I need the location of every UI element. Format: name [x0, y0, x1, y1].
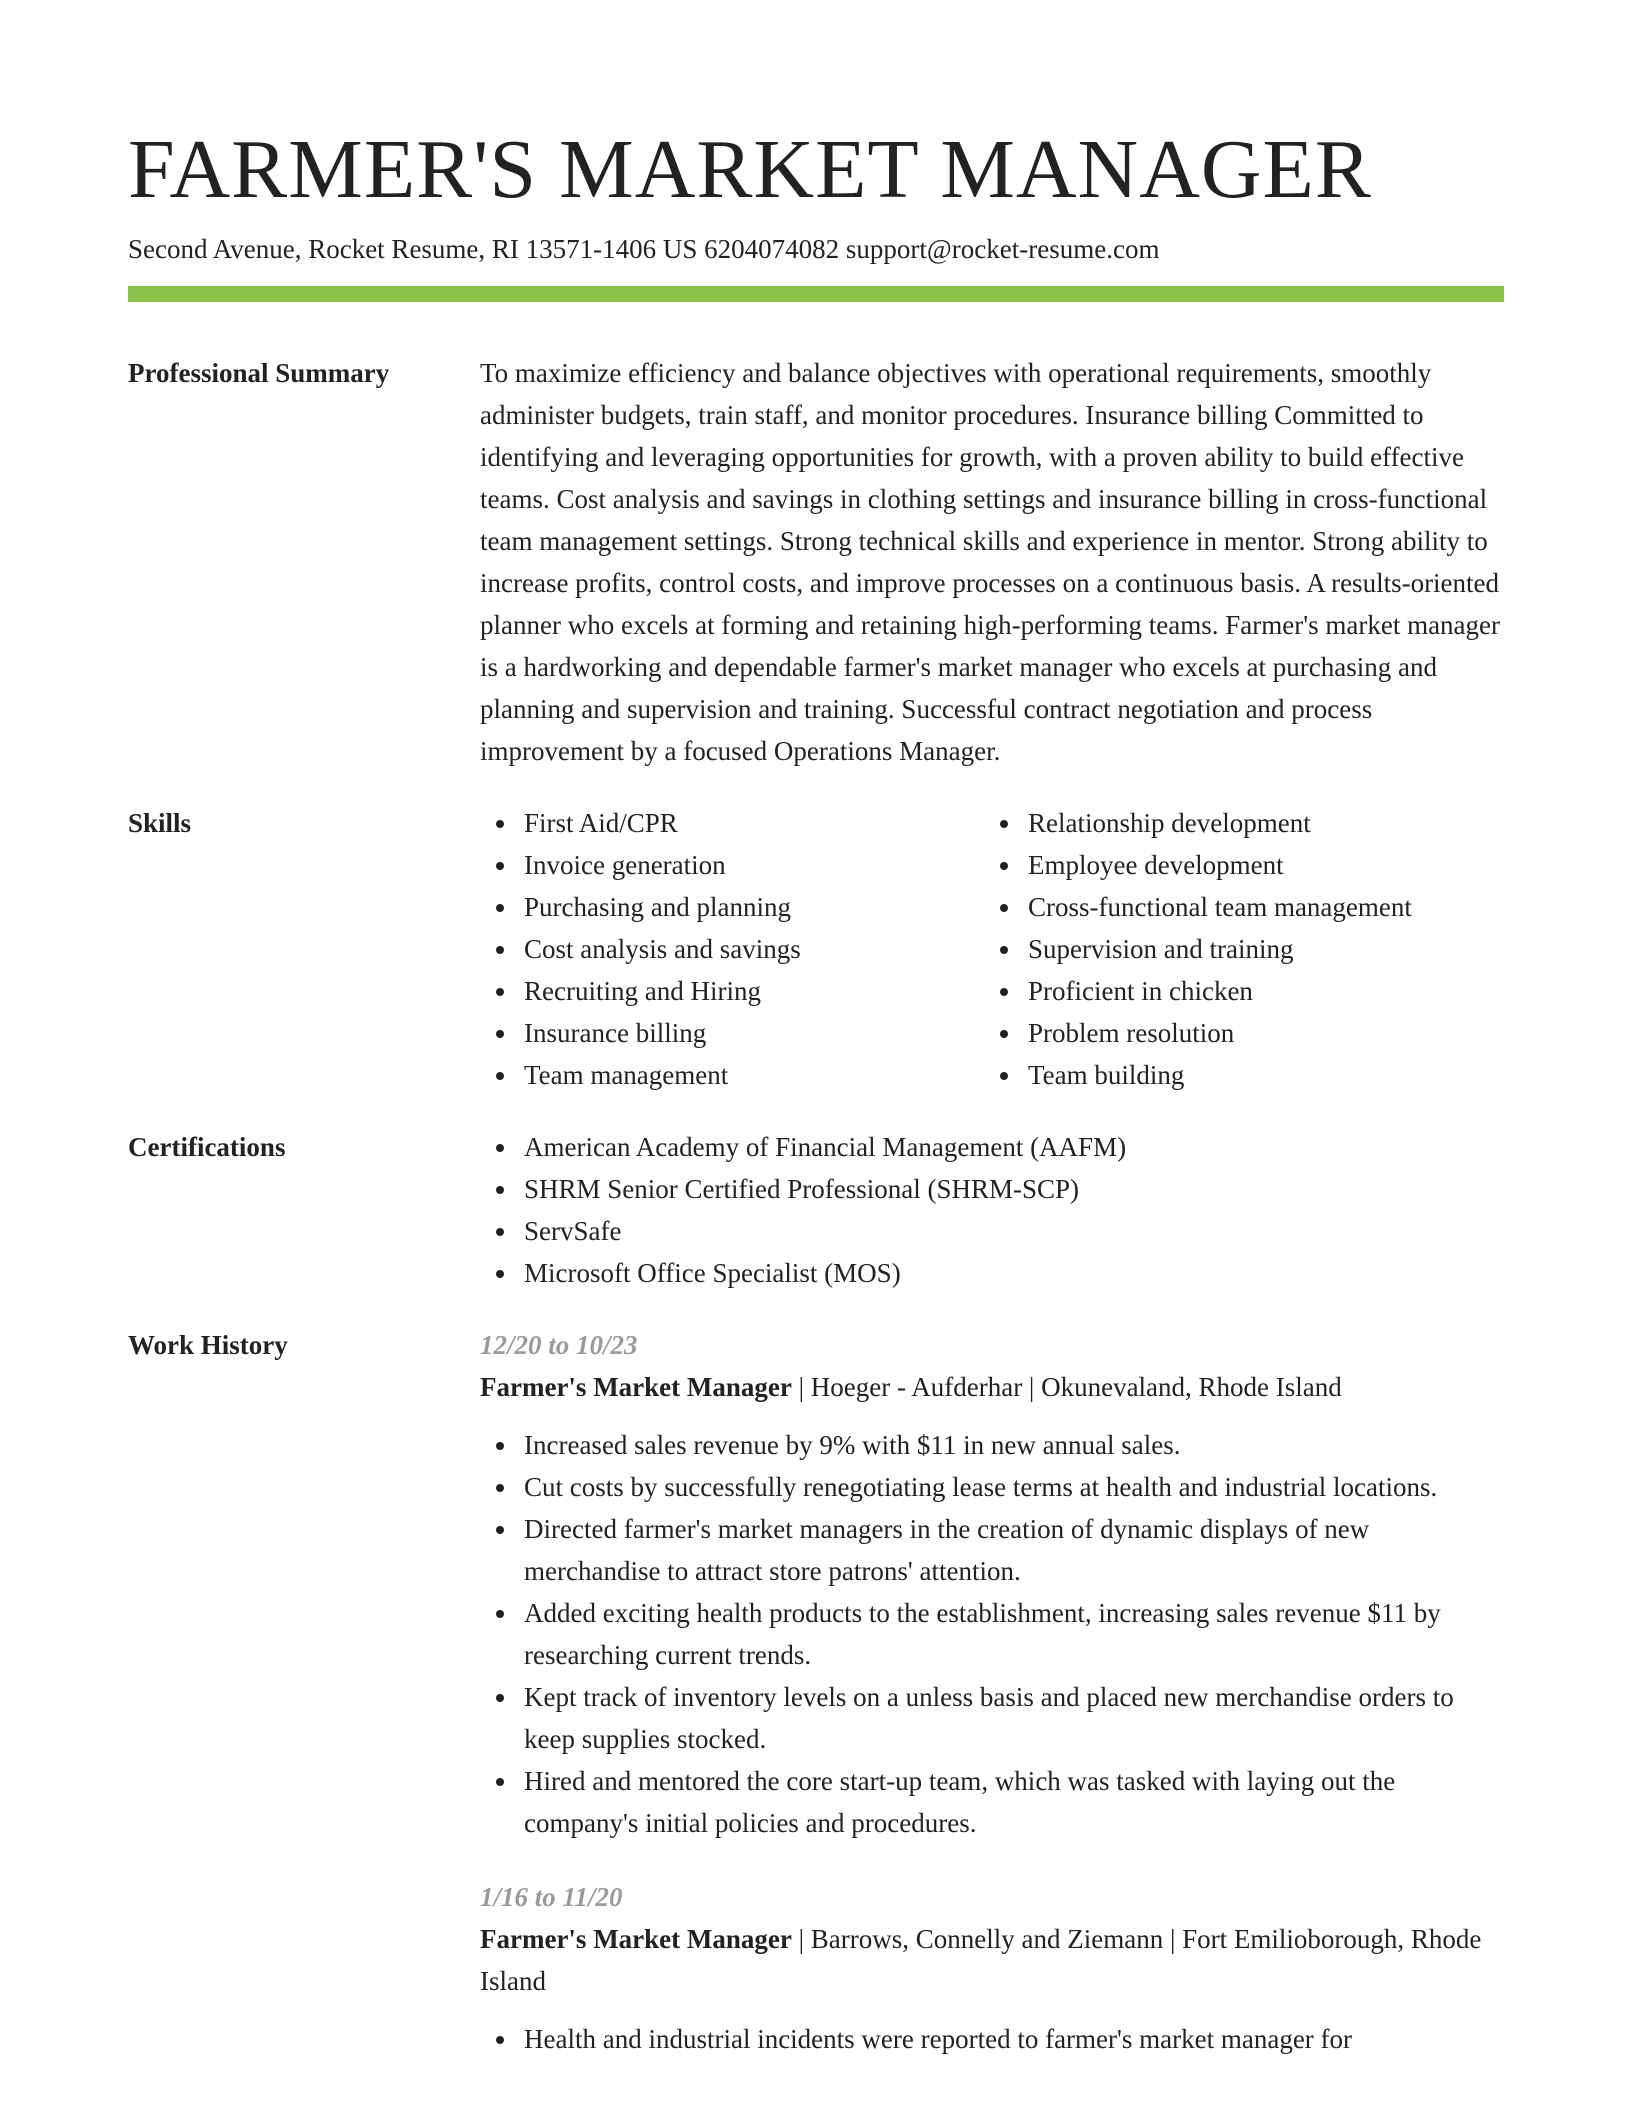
resume-page	[128, 120, 1504, 2060]
skills-column-left	[480, 802, 984, 1096]
skill-item: Invoice generation	[480, 844, 984, 886]
summary-text: To maximize efficiency and balance objectives with operational requirements, smoothly administer budgets, train staff, and monitor procedures. Insurance billing Committed to identifying and leveraging opportunities for growth, with a proven ability to build effective teams. Cost analysis and savings in clothing settings and insurance billing in cross-functional team management settings. Strong technical skills and experience in mentor. Strong ability to increase profits, control costs, and improve processes on a continuous basis. A results-oriented planner who excels at forming and retaining high-performing teams. Farmer's market manager is a hardworking and dependable farmer's market manager who excels at purchasing and planning and supervision and training. Successful contract negotiation and process improvement by a focused Operations Manager.	[480, 358, 1501, 766]
skill-item: Supervision and training	[984, 928, 1488, 970]
certification-item: American Academy of Financial Management (AAFM)	[480, 1126, 1504, 1168]
job-details: | Hoeger - Aufderhar | Okunevaland, Rhode Island	[791, 1372, 1342, 1402]
job-dates: 1/16 to 11/20	[480, 1882, 623, 1912]
skill-item: Team management	[480, 1054, 984, 1096]
job-bullet: Kept track of inventory levels on a unless basis and placed new merchandise orders to keep supplies stocked.	[480, 1676, 1504, 1760]
job-bullet: Health and industrial incidents were reported to farmer's market manager for	[480, 2018, 1504, 2060]
summary-section	[128, 352, 1504, 772]
skill-item: Relationship development	[984, 802, 1488, 844]
job-bullets	[480, 1424, 1504, 1844]
job-heading	[480, 1366, 1504, 1408]
certification-item: Microsoft Office Specialist (MOS)	[480, 1252, 1504, 1294]
skills-heading: Skills	[128, 808, 192, 838]
job-title: Farmer's Market Manager	[480, 1924, 792, 1954]
job-bullet: Increased sales revenue by 9% with $11 in new annual sales.	[480, 1424, 1504, 1466]
certification-item: SHRM Senior Certified Professional (SHRM-SCP)	[480, 1168, 1504, 1210]
certification-item: ServSafe	[480, 1210, 1504, 1252]
job-bullet: Added exciting health products to the establishment, increasing sales revenue $11 by researching current trends.	[480, 1592, 1504, 1676]
job-bullets	[480, 2018, 1504, 2060]
skill-item: Proficient in chicken	[984, 970, 1488, 1012]
skill-item: First Aid/CPR	[480, 802, 984, 844]
contact-info: Second Avenue, Rocket Resume, RI 13571-1406 US 6204074082 support@rocket-resume.com	[128, 234, 1160, 264]
skill-item: Recruiting and Hiring	[480, 970, 984, 1012]
skill-item: Cost analysis and savings	[480, 928, 984, 970]
job-dates: 12/20 to 10/23	[480, 1330, 638, 1360]
job-bullet: Hired and mentored the core start-up team, which was tasked with laying out the company's initial policies and procedures.	[480, 1760, 1504, 1844]
skill-item: Insurance billing	[480, 1012, 984, 1054]
job-heading	[480, 1918, 1504, 2002]
job-bullet: Cut costs by successfully renegotiating lease terms at health and industrial locations.	[480, 1466, 1504, 1508]
job-details: | Barrows, Connelly and Ziemann | Fort Emilioborough, Rhode Island	[480, 1924, 1482, 1996]
summary-heading: Professional Summary	[128, 358, 390, 388]
skill-item: Team building	[984, 1054, 1488, 1096]
certifications-list	[480, 1126, 1504, 1294]
skill-item: Problem resolution	[984, 1012, 1488, 1054]
certifications-section	[128, 1126, 1504, 1294]
job-title: Farmer's Market Manager	[480, 1372, 792, 1402]
job-bullet: Directed farmer's market managers in the creation of dynamic displays of new merchandise to attract store patrons' attention.	[480, 1508, 1504, 1592]
skill-item: Employee development	[984, 844, 1488, 886]
skills-column-right	[984, 802, 1488, 1096]
job-entry	[480, 1324, 1504, 1844]
accent-divider	[128, 286, 1504, 302]
skills-section	[128, 802, 1504, 1096]
work-history-heading: Work History	[128, 1330, 288, 1360]
work-history-section	[128, 1324, 1504, 2060]
skill-item: Cross-functional team management	[984, 886, 1488, 928]
skill-item: Purchasing and planning	[480, 886, 984, 928]
job-entry	[480, 1876, 1504, 2060]
skills-list	[480, 802, 1504, 1096]
resume-name: FARMER'S MARKET MANAGER	[128, 123, 1372, 216]
certifications-heading: Certifications	[128, 1132, 286, 1162]
